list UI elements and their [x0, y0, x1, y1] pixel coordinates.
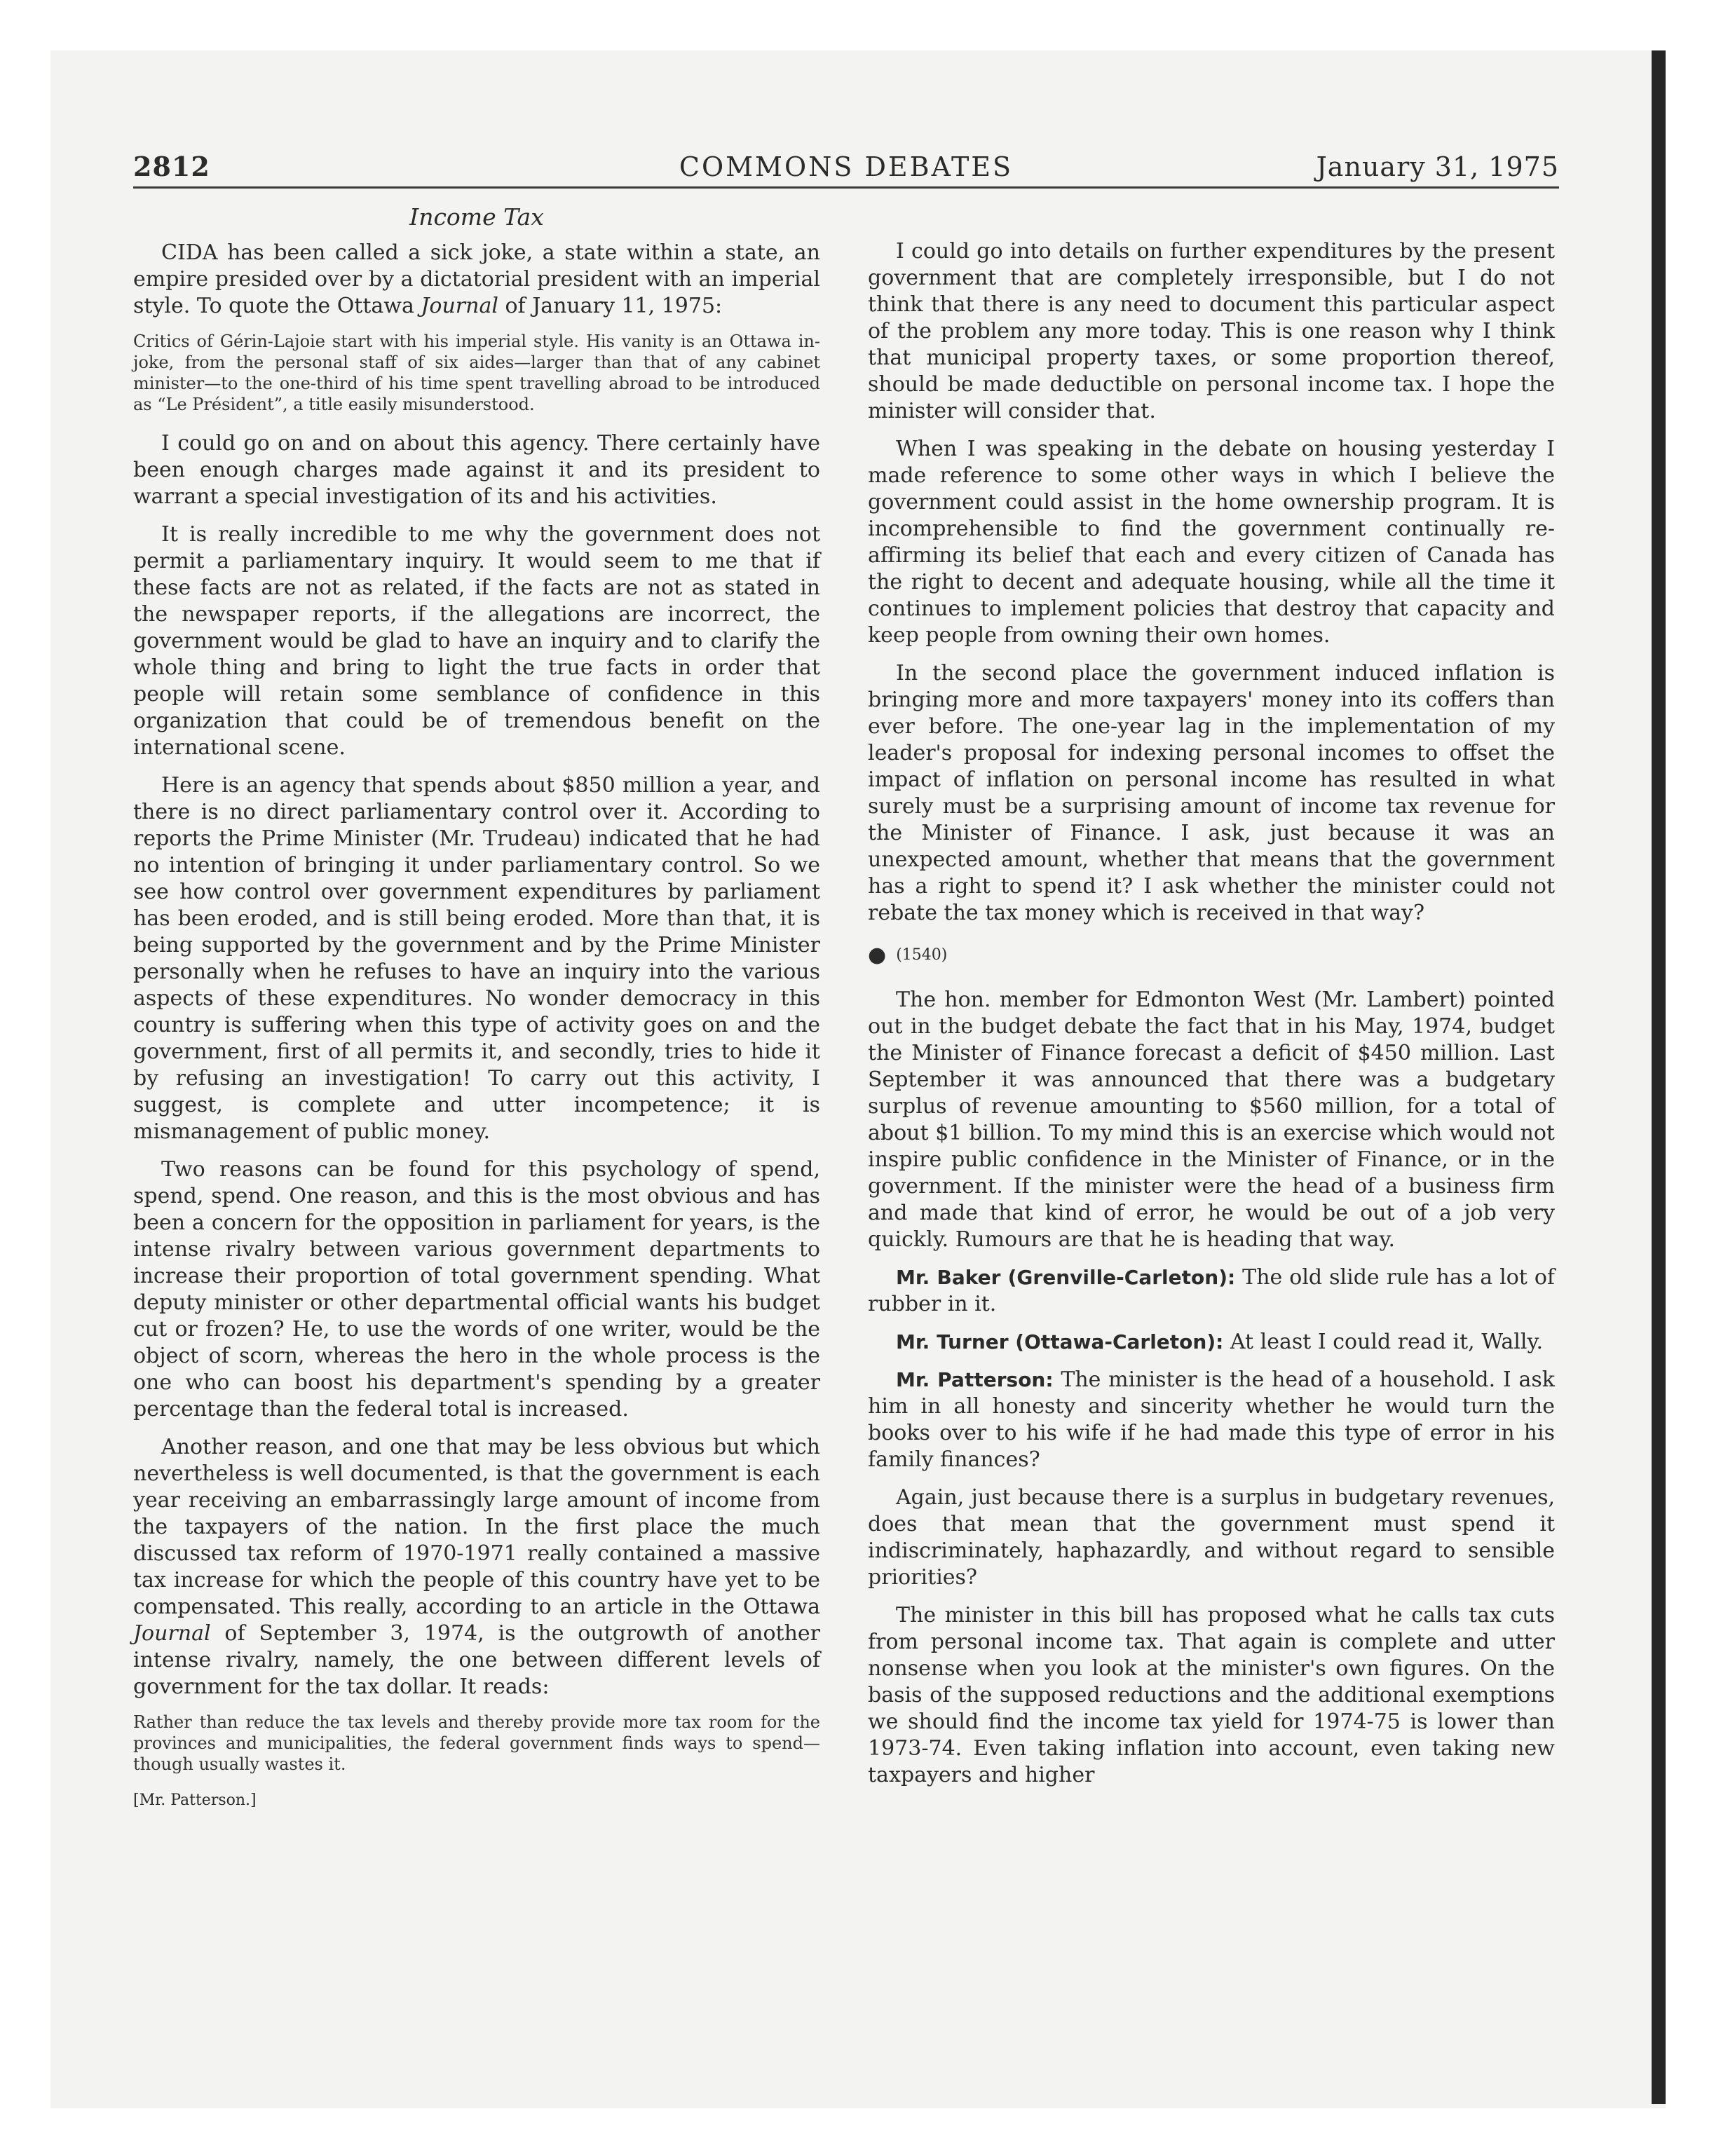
newspaper-title: Journal: [421, 294, 498, 318]
speaker-name: Mr. Patterson:: [896, 1368, 1054, 1391]
time-marker: [868, 945, 1555, 966]
paragraph: Here is an agency that spends about $850 million a year, and there is no direct parliamentary control over it. According to reports the Prime Minister (Mr. Trudeau) indicated that he had no intention of bringing it under parliamentary control. So we see how control over government expenditures by parliament has been eroded, and is still being eroded. More than that, it is being supported by the government and by the Prime Minister personally when he refuses to have an inquiry into the various aspects of these expenditures. No wonder democracy in this country is suffering when this type of activity goes on and the government, first of all permits it, and secondly, tries to hide it by refusing an investigation! To carry out this activity, I suggest, is complete and utter incompetence; it is mismanagement of public money.: [133, 773, 820, 1144]
paragraph: Another reason, and one that may be less obvious but which nevertheless is well documented, is that the government is each year receiving an embarrassingly large amount of income from the taxpayers of the nation. In the first place the much discussed tax reform of 1970-1971 really contained a massive tax increase for which the people of this country have yet to be compensated. This really, according to an article in the Ottawa Journal of September 3, 1974, is the outgrowth of another intense rivalry, namely, the one between different levels of government for the tax dollar. It reads:: [133, 1435, 820, 1699]
block-quote: Critics of Gérin-Lajoie start with his imperial style. His vanity is an Ottawa in-joke, from the personal staff of six aides—larger than that of any cabinet minister—to the one-third of his time spent travelling abroad to be introduced as “Le Président”, a title easily misunderstood.: [133, 332, 820, 414]
paragraph: I could go on and on about this agency. There certainly have been enough charges made against it and its president to warrant a special investigation of its and his activities.: [133, 431, 820, 509]
paragraph: I could go into details on further expenditures by the present government that are completely irresponsible, but I do not think that there is any need to document this particular aspect of the problem any more today. This is one reason why I think that municipal property taxes, or some proportion thereof, should be made deductible on personal income tax. I hope the minister will consider that.: [868, 239, 1555, 423]
newspaper-title: Journal: [133, 1621, 211, 1646]
left-column: [133, 203, 820, 1811]
paragraph: The hon. member for Edmonton West (Mr. Lambert) pointed out in the budget debate the fact that in his May, 1974, budget the Minister of Finance forecast a deficit of $450 million. Last September it was announced that there was a budgetary surplus of revenue amounting to $560 million, for a total of about $1 billion. To my mind this is an exercise which would not inspire public confidence in the Minister of Finance, or in the government. If the minister were the head of a business firm and made that kind of error, he would be out of a job very quickly. Rumours are that he is heading that way.: [868, 988, 1555, 1252]
paragraph: Two reasons can be found for this psychology of spend, spend, spend. One reason, and this is the most obvious and has been a concern for the opposition in parliament for years, is the intense rivalry between various government departments to increase their proportion of total government spending. What deputy minister or other departmental official wants his budget cut or frozen? He, to use the words of one writer, would be the object of scorn, whereas the hero in the whole process is the one who can boost his department's spending by a greater percentage than the federal total is increased.: [133, 1157, 820, 1421]
scan-edge-bar: [1652, 50, 1666, 2104]
speech-patterson: Mr. Patterson: The minister is the head of a household. I ask him in all honesty and sincerity whether he would turn the books over to his wife if he had made this type of error in his family finances?: [868, 1367, 1555, 1472]
speaker-name: Mr. Baker (Grenville-Carleton):: [896, 1266, 1236, 1289]
running-head: [133, 146, 1559, 189]
publication-title: COMMONS DEBATES: [679, 151, 1014, 182]
bullet-icon: ●: [868, 943, 887, 967]
paragraph: When I was speaking in the debate on housing yesterday I made reference to some other ways in which I believe the government could assist in the home ownership program. It is incomprehensible to find the government continually re-affirming its belief that each and every citizen of Canada has the right to decent and adequate housing, while all the time it continues to implement policies that destroy that capacity and keep people from owning their own homes.: [868, 437, 1555, 648]
right-column: [868, 238, 1555, 1800]
paragraph: CIDA has been called a sick joke, a state within a state, an empire presided over by a dictatorial president with an imperial style. To quote the Ottawa Journal of January 11, 1975:: [133, 240, 820, 318]
speaker-name: Mr. Turner (Ottawa-Carleton):: [896, 1330, 1224, 1353]
speech-turner: Mr. Turner (Ottawa-Carleton): At least I could read it, Wally.: [896, 1330, 1543, 1354]
section-heading: Income Tax: [409, 203, 544, 231]
speech-baker: Mr. Baker (Grenville-Carleton): The old slide rule has a lot of rubber in it.: [868, 1265, 1555, 1316]
paragraph: Again, just because there is a surplus in budgetary revenues, does that mean that the government must spend it indiscriminately, haphazardly, and without regard to sensible priorities?: [868, 1485, 1555, 1590]
time-marker-label: (1540): [896, 946, 948, 964]
block-quote: Rather than reduce the tax levels and thereby provide more tax room for the provinces and municipalities, the federal government finds ways to spend—though usually wastes it.: [133, 1712, 820, 1774]
paragraph: The minister in this bill has proposed what he calls tax cuts from personal income tax. That again is complete and utter nonsense when you look at the minister's own figures. On the basis of the supposed reductions and the additional exemptions we should find the income tax yield for 1974-75 is lower than 1973-74. Even taking inflation into account, even taking new taxpayers and higher: [868, 1603, 1555, 1787]
speaker-attribution: [Mr. Patterson.]: [133, 1792, 257, 1809]
page-date: January 31, 1975: [1316, 151, 1559, 182]
page-number: 2812: [133, 151, 210, 182]
paragraph: It is really incredible to me why the government does not permit a parliamentary inquiry. It would seem to me that if these facts are not as related, if the facts are not as stated in the newspaper reports, if the allegations are incorrect, the government would be glad to have an inquiry and to clarify the whole thing and bring to light the true facts in order that people will retain some semblance of confidence in this organization that could be of tremendous benefit on the international scene.: [133, 522, 820, 760]
paragraph: In the second place the government induced inflation is bringing more and more taxpayers' money into its coffers than ever before. The one-year lag in the implementation of my leader's proposal for indexing personal incomes to offset the impact of inflation on personal income has resulted in what surely must be a surprising amount of income tax revenue for the Minister of Finance. I ask, just because it was an unexpected amount, whether that means that the government has a right to spend it? I ask whether the minister could not rebate the tax money which is received in that way?: [868, 661, 1555, 925]
